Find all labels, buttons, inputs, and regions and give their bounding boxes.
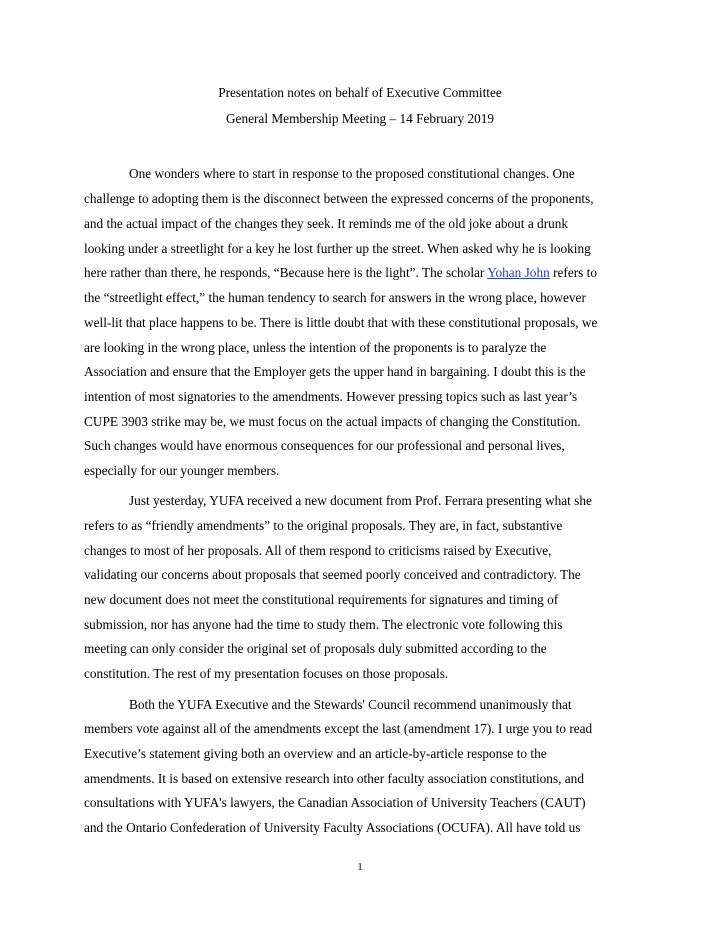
paragraph-2-line: submission, nor has anyone had the time to study them. The electronic vote following this: [84, 617, 563, 632]
paragraph-1-line: and the actual impact of the changes they seek. It reminds me of the old joke about a drunk: [84, 216, 569, 231]
paragraph-2-line: validating our concerns about proposals that seemed poorly conceived and contradictory. The: [84, 567, 581, 582]
line-text-after-link: refers to: [549, 265, 598, 280]
paragraph-2-line: constitution. The rest of my presentation focuses on those proposals.: [84, 666, 449, 681]
paragraph-1-line: CUPE 3903 strike may be, we must focus on the actual impacts of changing the Constitution.: [84, 414, 581, 429]
paragraph-3-line: amendments. It is based on extensive research into other faculty association constitutions, and: [84, 771, 584, 786]
paragraph-2-line: changes to most of her proposals. All of them respond to criticisms raised by Executive,: [84, 543, 552, 558]
paragraph-1-line: well-lit that place happens to be. There is little doubt that with these constitutional proposals, we: [84, 315, 598, 330]
paragraph-3-line: Both the YUFA Executive and the Stewards' Council recommend unanimously that: [129, 697, 572, 712]
document-title: Presentation notes on behalf of Executive Committee: [218, 85, 502, 100]
paragraph-3-line: Executive’s statement giving both an overview and an article-by-article response to the: [84, 746, 547, 761]
paragraph-1-line: the “streetlight effect,” the human tendency to search for answers in the wrong place, however: [84, 290, 586, 305]
paragraph-1-line-with-link: [84, 265, 597, 281]
paragraph-1-line: are looking in the wrong place, unless the intention of the proponents is to paralyze the: [84, 340, 547, 355]
page-number: 1: [357, 861, 363, 873]
paragraph-1-line: especially for our younger members.: [84, 463, 280, 478]
paragraph-1-line: intention of most signatories to the amendments. However pressing topics such as last year’s: [84, 389, 578, 404]
paragraph-3-line: members vote against all of the amendments except the last (amendment 17). I urge you to read: [84, 721, 593, 736]
paragraph-2-line: meeting can only consider the original set of proposals duly submitted according to the: [84, 641, 547, 656]
paragraph-3-line: and the Ontario Confederation of University Faculty Associations (OCUFA). All have told us: [84, 820, 581, 835]
paragraph-3-line: consultations with YUFA's lawyers, the Canadian Association of University Teachers (CAUT): [84, 795, 586, 810]
paragraph-1-line: Association and ensure that the Employer gets the upper hand in bargaining. I doubt this is the: [84, 364, 586, 379]
line-text-before-link: here rather than there, he responds, “Because here is the light”. The scholar: [84, 265, 488, 280]
paragraph-1-line: Such changes would have enormous consequences for our professional and personal lives,: [84, 438, 565, 453]
paragraph-2-line: refers to as “friendly amendments” to the original proposals. They are, in fact, substantive: [84, 518, 563, 533]
paragraph-2-line: new document does not meet the constitutional requirements for signatures and timing of: [84, 592, 559, 607]
paragraph-1-line: challenge to adopting them is the disconnect between the expressed concerns of the proponents,: [84, 191, 594, 206]
paragraph-1-line: One wonders where to start in response to the proposed constitutional changes. One: [129, 166, 575, 181]
paragraph-2-line: Just yesterday, YUFA received a new document from Prof. Ferrara presenting what she: [129, 493, 592, 508]
document-subtitle: General Membership Meeting – 14 February 2019: [225, 111, 495, 126]
yohan-john-link[interactable]: Yohan John: [487, 265, 550, 280]
paragraph-1-line: looking under a streetlight for a key he lost further up the street. When asked why he is looking: [84, 241, 591, 256]
